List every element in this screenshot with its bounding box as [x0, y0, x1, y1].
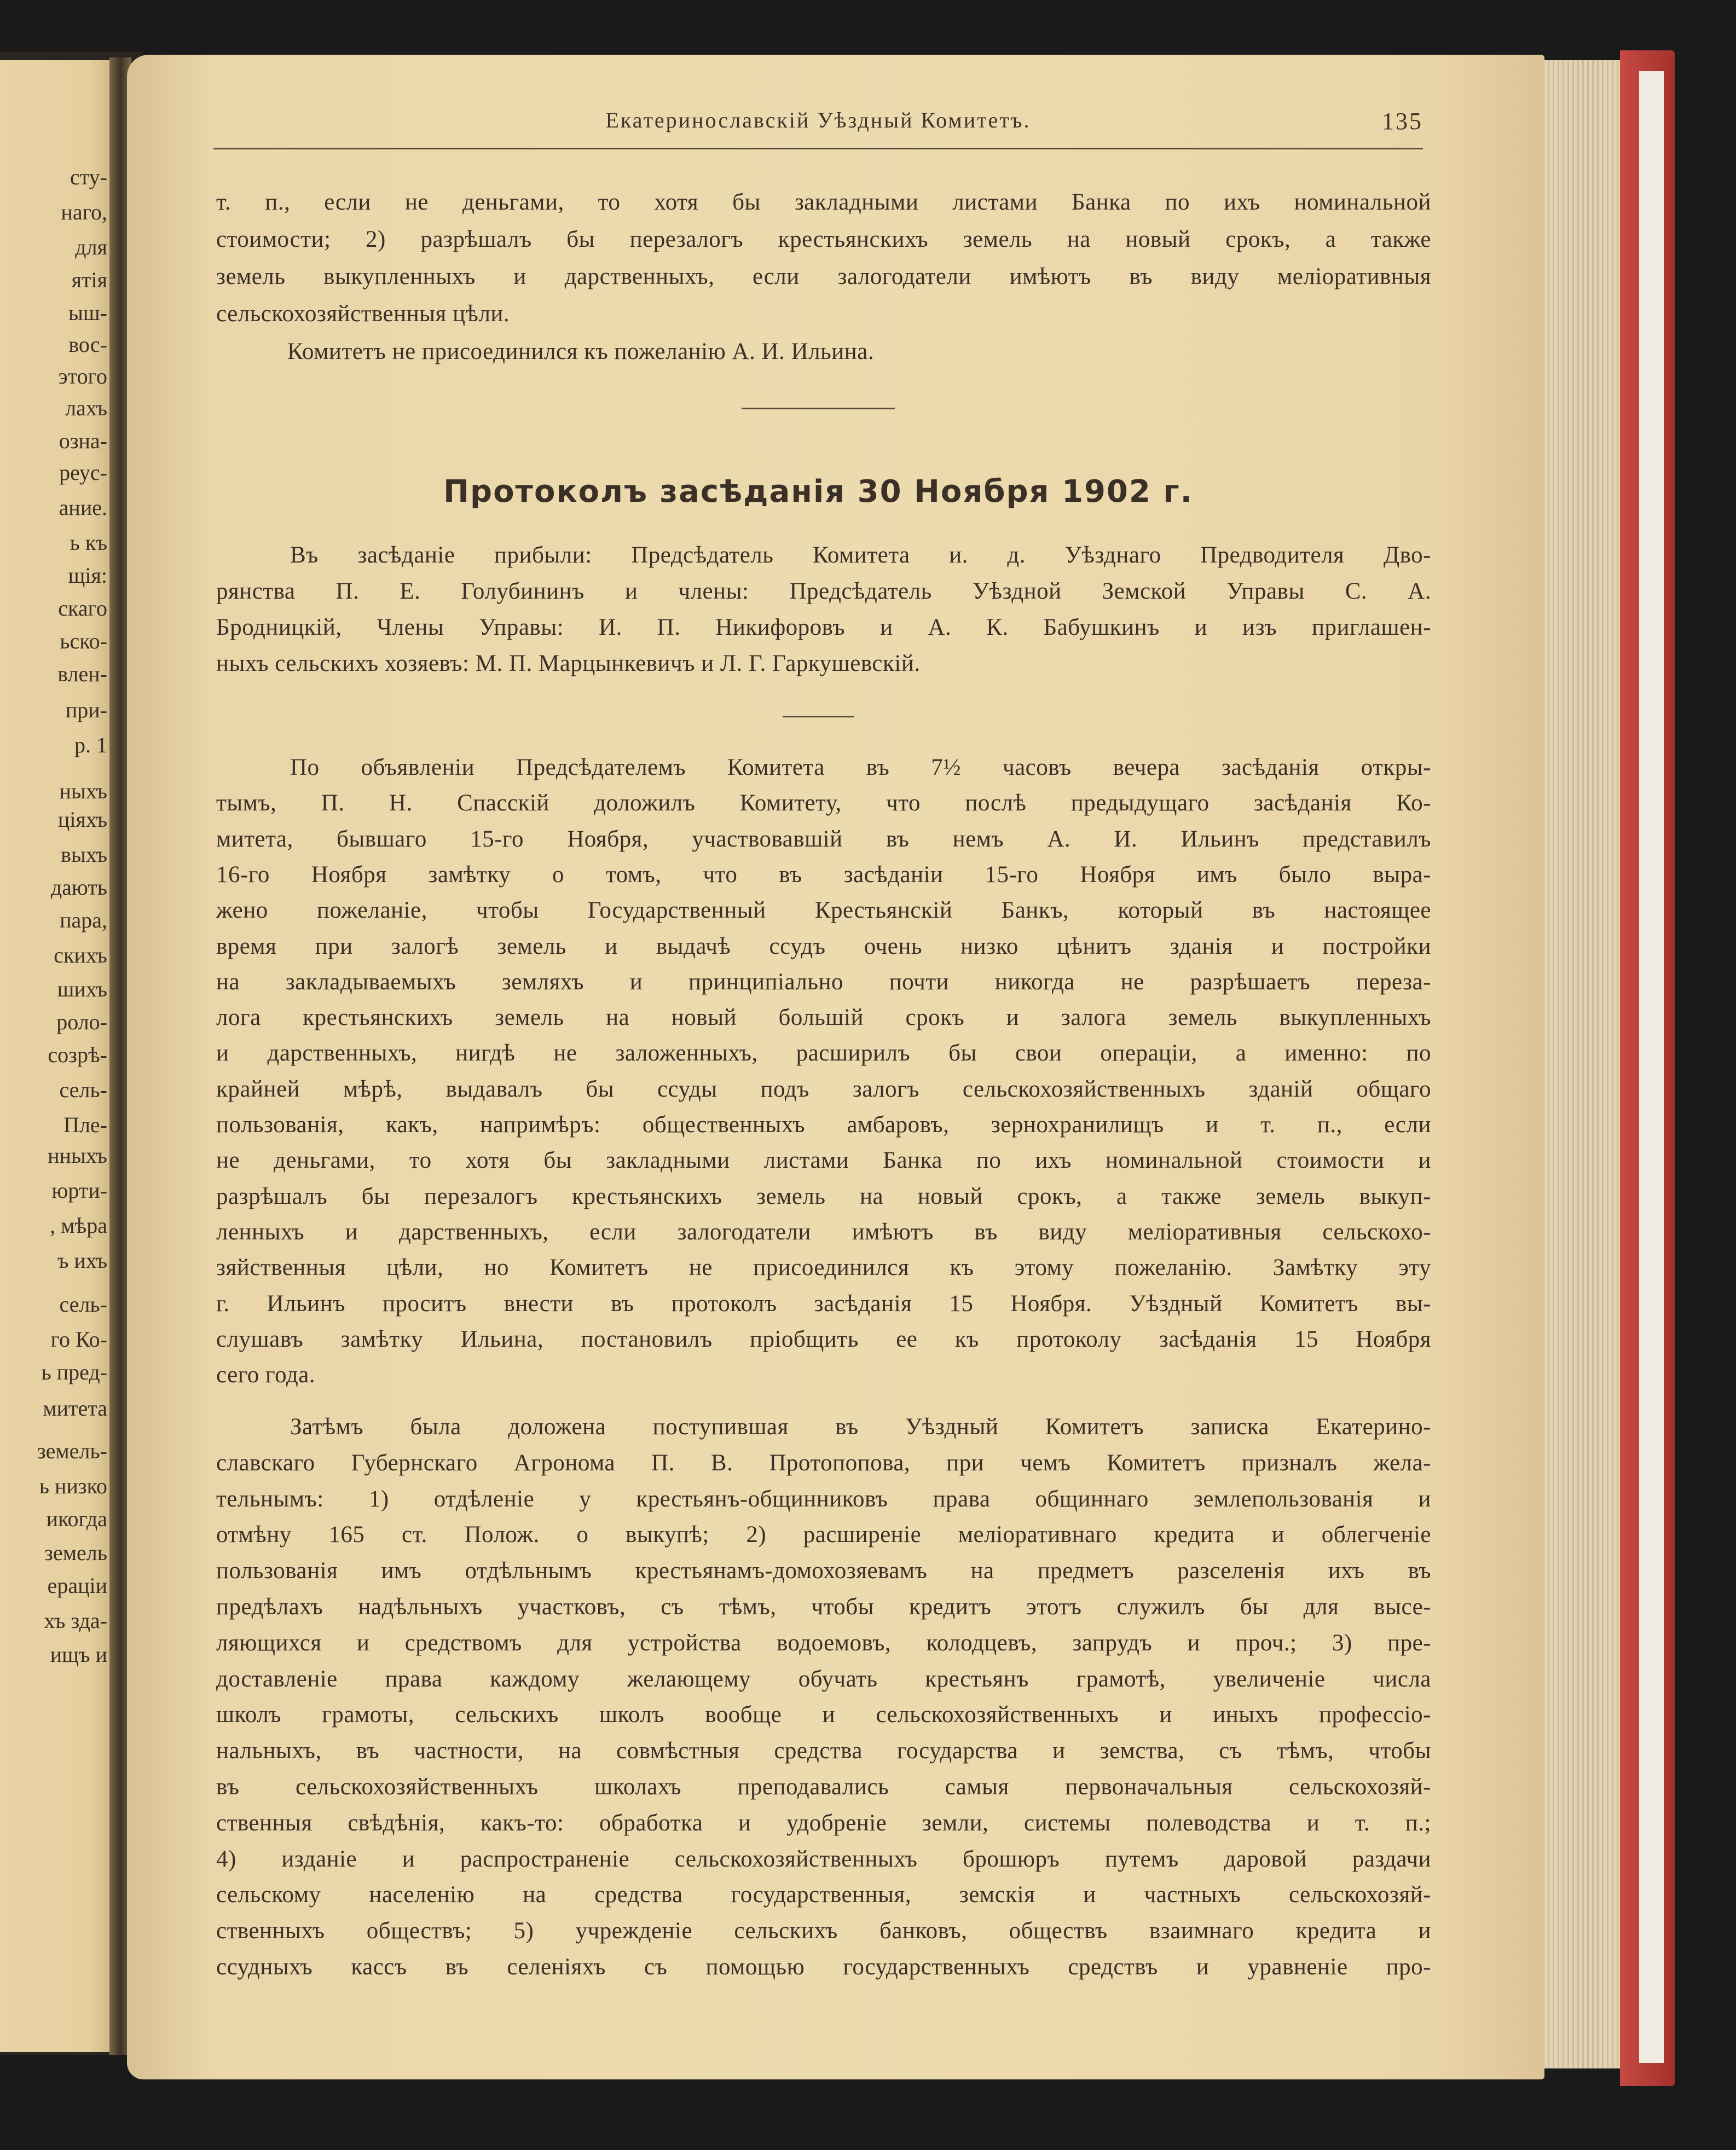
body2-line: школъ грамоты, сельскихъ школъ вообще и сельскохозяйственныхъ и иныхъ профессіо- [216, 1702, 1431, 1728]
left-page-fragment: ятія [71, 268, 107, 292]
body2-line: ственныхъ обществъ; 5) учрежденіе сельскихъ банковъ, обществъ взаимнаго кредита и [216, 1918, 1431, 1944]
running-head-title: Екатеринославскій Уѣздный Комитетъ. [605, 108, 1031, 132]
left-page-fragment: ныхъ [59, 779, 107, 803]
left-page-fragment: ъ ихъ [57, 1248, 107, 1273]
top-conclusion: Комитетъ не присоединился къ пожеланію А. И. Ильина. [287, 339, 875, 364]
left-page-fragment: митета [43, 1396, 107, 1421]
left-page-fragment: при- [65, 698, 107, 722]
left-page-fragment: озна- [59, 428, 107, 453]
left-page-fragment: хъ зда- [44, 1608, 107, 1633]
left-page-fragment: щія: [68, 563, 107, 588]
left-page-fragment: ь пред- [41, 1360, 107, 1384]
body1-line: ленныхъ и дарственныхъ, если залогодатели имѣютъ въ виду меліоративныя сельскохо- [216, 1219, 1431, 1245]
attendance-line: Бродницкій, Члены Управы: И. П. Никифоровъ и А. К. Бабушкинъ и изъ приглашен- [216, 615, 1431, 640]
body2-line: предѣлахъ надѣльныхъ участковъ, съ тѣмъ, чтобы кредитъ этотъ служилъ бы для высе- [216, 1594, 1431, 1620]
body1-line: не деньгами, то хотя бы закладными листами Банка по ихъ номинальной стоимости и [216, 1148, 1431, 1174]
left-page-fragment: ыш- [68, 300, 107, 325]
body1-line: жено пожеланіе, чтобы Государственный Крестьянскій Банкъ, который въ настоящее [216, 897, 1431, 924]
body2-line: въ сельскохозяйственныхъ школахъ преподавались самыя первоначальныя сельскохозяй- [216, 1774, 1431, 1800]
left-page-fragment: ь къ [70, 530, 107, 555]
body1-line: 16-го Ноября замѣтку о томъ, что въ засѣданіи 15-го Ноября имъ было выра- [216, 861, 1431, 888]
attendance-divider [783, 716, 854, 717]
body2-line: тельнымъ: 1) отдѣленіе у крестьянъ-общинниковъ права общиннаго землепользованія и [216, 1486, 1431, 1512]
left-page-fragment: скаго [58, 596, 107, 621]
left-page-fragment: сту- [70, 165, 107, 189]
page-number: 135 [1382, 108, 1423, 135]
top-para-line: т. п., если не деньгами, то хотя бы закладными листами Банка по ихъ номинальной [216, 189, 1431, 215]
body1-line: на закладываемыхъ земляхъ и принципіально почти никогда не разрѣшаетъ переза- [216, 969, 1431, 995]
body1-line: По объявленіи Предсѣдателемъ Комитета въ 7½ часовъ вечера засѣданія откры- [290, 755, 1431, 780]
left-page-fragment: нныхъ [48, 1143, 107, 1168]
left-page-fragment: наго, [61, 200, 107, 224]
body2-line: нальныхъ, въ частности, на совмѣстныя средства государства и земства, съ тѣмъ, чтобы [216, 1738, 1431, 1764]
body2-line: Затѣмъ была доложена поступившая въ Уѣздный Комитетъ записка Екатерино- [290, 1414, 1431, 1440]
attendance-line: Въ засѣданіе прибыли: Предсѣдатель Комитета и. д. Уѣзднаго Предводителя Дво- [290, 542, 1431, 568]
left-page-fragment: земель [44, 1540, 107, 1565]
left-page-fragment: шихъ [57, 977, 107, 1001]
top-para-line: стоимости; 2) разрѣшалъ бы перезалогъ крестьянскихъ земель на новый срокъ, а также [216, 227, 1431, 252]
left-page-fragment: дають [50, 875, 107, 900]
left-page-fragment: скихъ [54, 943, 107, 967]
attendance-line: ныхъ сельскихъ хозяевъ: М. П. Марцынкевичъ и Л. Г. Гаркушевскій. [216, 651, 921, 676]
left-page-fragment: юрти- [51, 1178, 107, 1203]
body2-line: славскаго Губернскаго Агронома П. В. Протопопова, при чемъ Комитетъ призналъ жела- [216, 1450, 1431, 1476]
left-page-fragment: сель- [59, 1077, 107, 1102]
body1-line: пользованія, какъ, напримѣръ: общественныхъ амбаровъ, зернохранилищъ и т. п., если [216, 1112, 1431, 1138]
left-page-fragment: ераціи [47, 1573, 107, 1598]
body1-line: крайней мѣрѣ, выдавалъ бы ссуды подъ залогъ сельскохозяйственныхъ зданій общаго [216, 1076, 1431, 1102]
left-page-fragment: этого [58, 364, 107, 389]
left-page-fragment: сель- [59, 1292, 107, 1317]
body1-line: сего года. [216, 1362, 316, 1388]
body1-line: время при залогѣ земель и выдачѣ ссудъ очень низко цѣнитъ зданія и постройки [216, 933, 1431, 959]
left-page-fragment: ищъ и [50, 1642, 107, 1667]
body2-line: ссудныхъ кассъ въ селеніяхъ съ помощью государственныхъ средствъ и уравненіе про- [216, 1954, 1431, 1980]
left-page-fragment: Пле- [63, 1112, 107, 1137]
left-page-fragment: вос- [68, 332, 107, 357]
left-page-fragment: го Ко- [50, 1327, 107, 1352]
body2-line: доставленіе права каждому желающему обучать крестьянъ грамотѣ, увеличеніе числа [216, 1666, 1431, 1692]
body2-line: отмѣну 165 ст. Полож. о выкупѣ; 2) расширеніе меліоративнаго кредита и облегченіе [216, 1522, 1431, 1548]
body1-line: разрѣшалъ бы перезалогъ крестьянскихъ земель на новый срокъ, а также земель выкуп- [216, 1183, 1431, 1209]
body1-line: г. Ильинъ проситъ внести въ протоколъ засѣданія 15 Ноября. Уѣздный Комитетъ вы- [216, 1290, 1431, 1317]
body1-line: тымъ, П. Н. Спасскій доложилъ Комитету, что послѣ предыдущаго засѣданія Ко- [216, 790, 1431, 816]
running-head [213, 107, 1423, 140]
left-page-fragment: для [75, 235, 107, 259]
left-page-fragment: ціяхъ [57, 807, 107, 832]
body1-line: зяйственныя цѣли, но Комитетъ не присоединился къ этому пожеланію. Замѣтку эту [216, 1255, 1431, 1281]
body1-line: лога крестьянскихъ земель на новый большій срокъ и залога земель выкупленныхъ [216, 1005, 1431, 1031]
body1-line: слушавъ замѣтку Ильина, постановилъ пріобщить ее къ протоколу засѣданія 15 Ноября [216, 1326, 1431, 1352]
left-page-fragment: роло- [56, 1010, 107, 1034]
left-page-fragment: ьско- [60, 629, 107, 653]
left-page-fragment: икогда [46, 1506, 107, 1531]
left-page-fragment: влен- [57, 662, 107, 686]
top-para-line: земель выкупленныхъ и дарственныхъ, если залогодатели имѣютъ въ виду меліоративныя [216, 264, 1431, 289]
left-page-fragment: р. 1 [74, 733, 107, 757]
body2-line: пользованія имъ отдѣльнымъ крестьянамъ-домохозяевамъ на предметъ разселенія ихъ въ [216, 1558, 1431, 1584]
attendance-line: рянства П. Е. Голубининъ и члены: Предсѣдатель Уѣздной Земской Управы С. А. [216, 578, 1431, 604]
body2-line: ственныя свѣдѣнія, какъ-то: обработка и удобреніе земли, системы полеводства и т. п.; [216, 1810, 1431, 1836]
body1-line: митета, бывшаго 15-го Ноября, участвовавшій въ немъ А. И. Ильинъ представилъ [216, 826, 1431, 852]
body2-line: ляющихся и средствомъ для устройства водоемовъ, колодцевъ, запрудъ и проч.; 3) пре- [216, 1630, 1431, 1656]
left-page-fragment: , мѣра [50, 1213, 107, 1238]
section-divider [742, 408, 895, 409]
left-page-fragment: лахъ [65, 396, 107, 420]
left-page-fragment: ание. [59, 495, 107, 520]
header-rule [213, 148, 1423, 149]
body2-line: 4) изданіе и распространеніе сельскохозяйственныхъ брошюръ путемъ даровой раздачи [216, 1846, 1431, 1872]
left-page-fragment: земель- [37, 1439, 107, 1463]
left-page-fragment: ь низко [39, 1474, 107, 1498]
left-page-fragment: выхъ [61, 842, 107, 867]
left-page-fragment: пара, [60, 908, 107, 932]
body2-line: сельскому населенію на средства государственныя, земскія и частныхъ сельскохозяй- [216, 1882, 1431, 1908]
top-para-line: сельскохозяйственныя цѣли. [216, 301, 510, 327]
body1-line: и дарственныхъ, нигдѣ не заложенныхъ, расширилъ бы свои операціи, а именно: по [216, 1040, 1431, 1067]
section-heading: Протоколъ засѣданія 30 Ноября 1902 г. [443, 474, 1193, 509]
left-page-fragment: созрѣ- [48, 1042, 107, 1067]
left-page-fragment: реус- [59, 460, 107, 485]
